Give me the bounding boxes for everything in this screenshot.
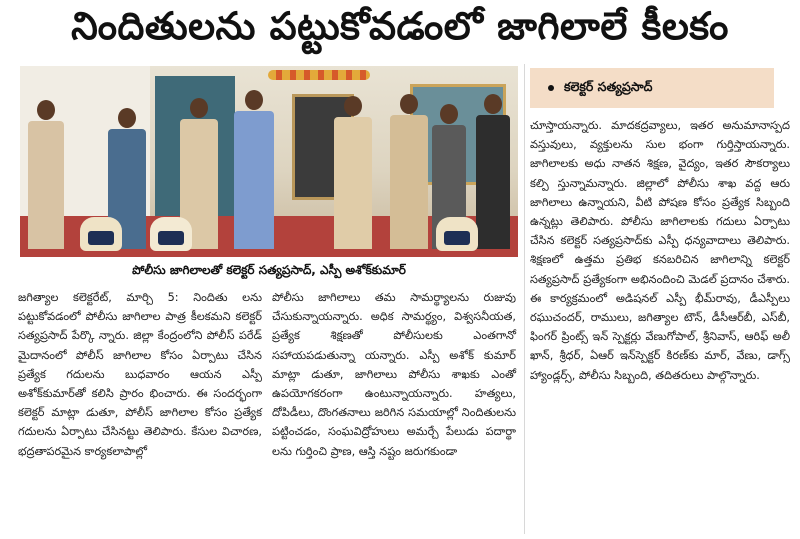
police-dog (80, 217, 122, 251)
person-figure (234, 90, 274, 249)
byline-box (530, 68, 774, 108)
headline: నిందితులను పట్టుకోవడంలో జాగిలాలే కీలకం (71, 4, 729, 48)
person-figure (28, 100, 64, 249)
police-dog (150, 217, 192, 251)
bullet-icon (548, 85, 554, 91)
person-figure (390, 94, 428, 249)
person-figure (334, 96, 372, 249)
byline-text: కలెక్టర్ సత్యప్రసాద్ (564, 78, 653, 94)
article-column-3: చూస్తాయన్నారు. మాదకద్రవ్యాలు, ఇతర అనుమానాస్పద వస్తువులు, వ్యక్తులను సుల భంగా గుర్తిస్తాయన్నారు. జాగిలాలకు అధు నాతన శిక్షణ, వైద్యం, ఇతర సౌకర్యాలు కల్పి స్తున్నామన్నారు. జిల్లాలో పోలీసు శాఖ వద్ద ఆరు జాగిలాలు ఉన్నాయని, వీటి పోషణ కోసం ప్రత్యేక సిబ్బంది ఉన్నట్లు తెలిపారు. పోలీసు జాగిలాలకు గదులు ఏర్పాటు చేసిన కలెక్టర్ సత్యప్రసాద్‌కు ఎస్పీ ధన్యవాదాలు తెలిపారు. శిక్షణలో ఉత్తమ ప్రతిభ కనబరిచిన జాగిలాన్ని కలెక్టర్ సత్యప్రసాద్ ప్రత్యేకంగా అభినందించి మెడల్ ప్రదానం చేశారు. ఈ కార్యక్రమంలో అడిషనల్ ఎస్పీ భీమ్‌రావు, డీఎస్పీలు రఘుచందర్, రాములు, జగిత్యాల టౌన్, డీసీఆర్‌బీ, ఎస్‌బీ, ఫింగర్ ప్రింట్స్ ఇన్ స్పెక్టర్లు వేణుగోపాల్, శ్రీనివాస్, ఆరిఫ్ అలీ ఖాన్, శ్రీధర్, ఏఆర్ ఇన్‌స్పెక్టర్ కిరణ్‌కు మార్, వేణు, డాగ్స్ హ్యాండ్లర్స్, పోలీసు సిబ్బంది, తదితరులు పాల్గొన్నారు. (530, 119, 790, 382)
news-photo (20, 66, 518, 257)
photo-caption: పోలీసు జాగిలాలతో కలెక్టర్ సత్యప్రసాద్, ఎస్పీ అశోక్‌కుమార్ (132, 262, 406, 277)
police-dog (436, 217, 478, 251)
article-column-2: పోలీసు జాగిలాలు తమ సామర్థ్యాలను రుజువు చేసుకున్నాయన్నారు. అధిక సామర్థ్యం, విశ్వసనీయత, ప్రత్యేక శిక్షణతో పోలీసులకు ఎంతగానో సహాయపడుతున్నా యన్నారు. ఎస్పీ అశోక్ కుమార్ మాట్లా డుతూ, జాగిలాలు పోలీసు శాఖకు ఎంతో ఉపయోగకరంగా ఉంటున్నాయన్నారు. హత్యలు, దోపిడీలు, దొంగతనాలు జరిగిన సమయాల్లో నిందితులను పట్టించడం, సంఘవిద్రోహులు అమర్చే పేలుడు పదార్థా లను గుర్తించి ప్రాణ, ఆస్తి నష్టం జరుగకుండా (272, 291, 516, 458)
article-column-1: జగిత్యాల కలెక్టరేట్, మార్చి 5: నిందితు లను పట్టుకోవడంలో పోలీసు జాగిలాల పాత్ర కీలకమని కలెక్టర్ సత్యప్రసాద్ పేర్కొ న్నారు. జిల్లా కేంద్రంలోని పోలీస్ పరేడ్ మైదానంలో పోలీస్ జాగిలాల కోసం ఏర్పాటు చేసిన ప్రత్యేక గదులను బుధవారం ఆయన ఎస్పీ అశోక్‌కుమార్‌తో కలిసి ప్రారం భించారు. ఈ సందర్భంగా కలెక్టర్ మాట్లా డుతూ, పోలీస్ జాగిలాల కోసం ప్రత్యేక గదులను ఏర్పాటు చేసినట్టు తెలిపారు. కేసుల విచారణ, భద్రతాపరమైన కార్యకలాపాల్లో (18, 291, 262, 458)
person-figure (476, 94, 510, 249)
photo-garland (268, 70, 370, 80)
column-divider (524, 64, 525, 534)
